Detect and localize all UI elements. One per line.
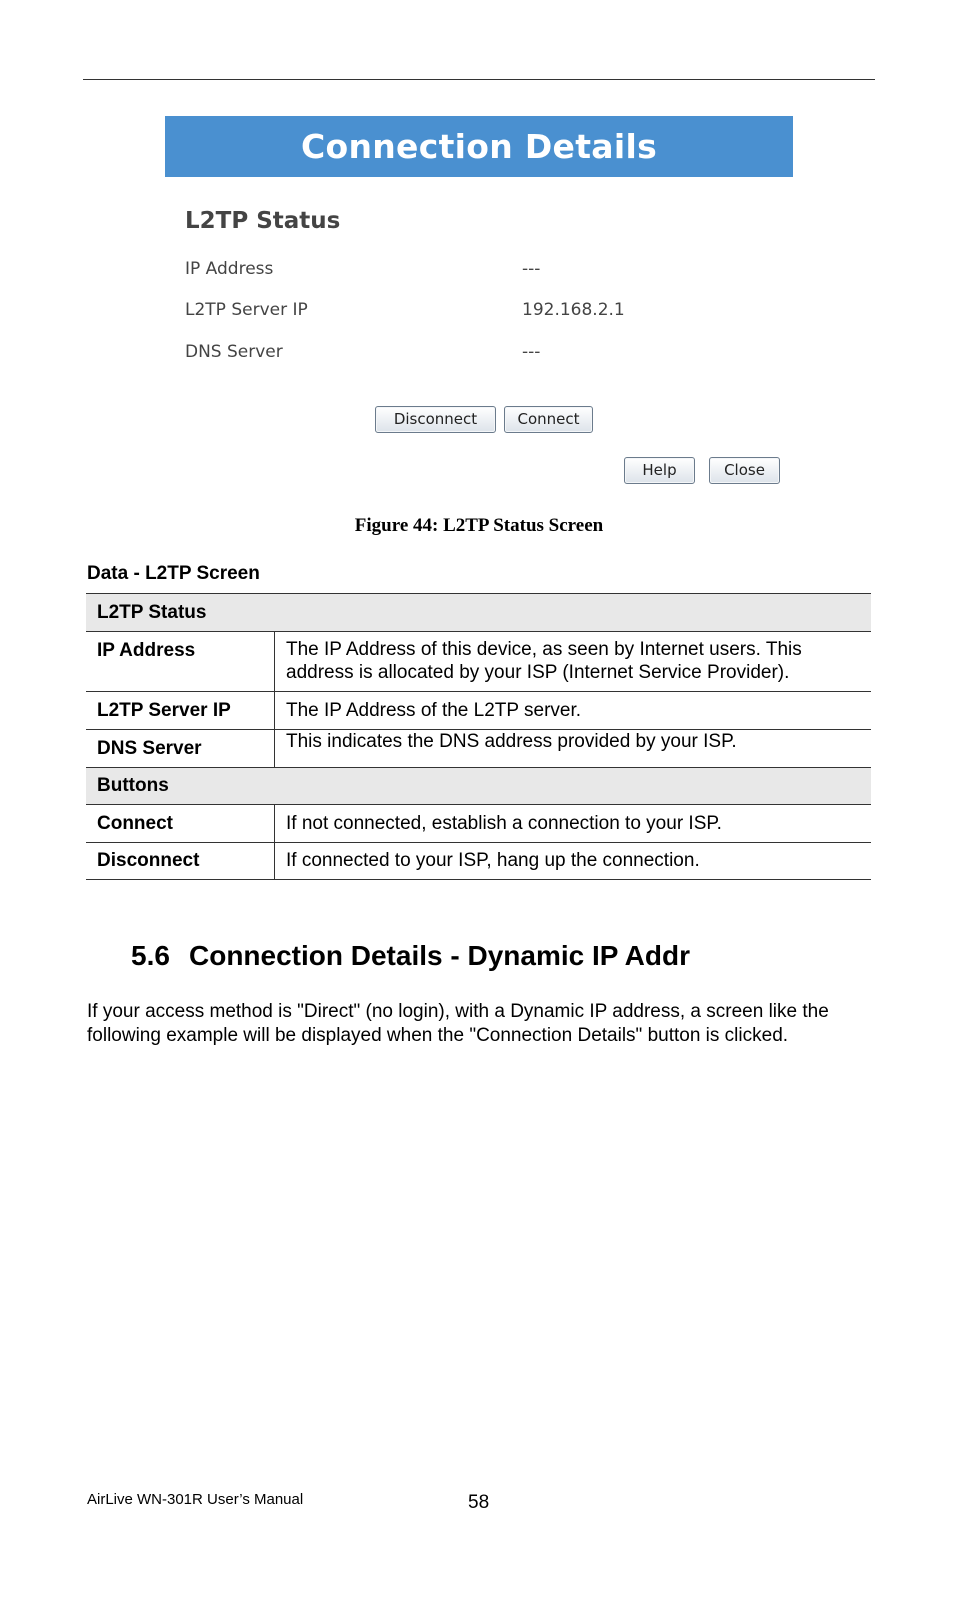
table-row: [86, 632, 871, 692]
section-buttons: Buttons: [86, 768, 871, 805]
row-desc: This indicates the DNS address provided by your ISP.: [275, 730, 872, 768]
banner-title: Connection Details: [300, 127, 658, 166]
l2tp-status-heading: L2TP Status: [185, 208, 341, 234]
table-row: [86, 805, 871, 843]
table-row: [86, 843, 871, 880]
row-desc: If not connected, establish a connection to your ISP.: [275, 805, 872, 843]
close-button[interactable]: Close: [709, 457, 780, 484]
ip-address-label: IP Address: [185, 259, 274, 279]
section-number: 5.6: [131, 940, 170, 971]
table-section-row: [86, 768, 871, 805]
section-l2tp-status: L2TP Status: [86, 594, 871, 632]
data-table: [86, 593, 871, 880]
dns-server-label: DNS Server: [185, 342, 283, 362]
disconnect-button[interactable]: Disconnect: [375, 406, 496, 433]
header-rule: [83, 79, 875, 80]
footer-manual-title: AirLive WN-301R User’s Manual: [87, 1491, 304, 1508]
row-desc: The IP Address of the L2TP server.: [275, 692, 872, 730]
help-button[interactable]: Help: [624, 457, 695, 484]
row-key: DNS Server: [86, 730, 275, 768]
data-heading: Data - L2TP Screen: [87, 563, 260, 584]
row-key: Disconnect: [86, 843, 275, 880]
table-section-row: [86, 594, 871, 632]
section-title: Connection Details - Dynamic IP Addr: [189, 940, 690, 971]
l2tp-server-ip-label: L2TP Server IP: [185, 300, 308, 320]
l2tp-server-ip-value: 192.168.2.1: [522, 300, 625, 320]
figure-caption: Figure 44: L2TP Status Screen: [354, 515, 604, 536]
row-desc: The IP Address of this device, as seen by Internet users. This address is allocated by your ISP (Internet Service Provider).: [275, 632, 872, 692]
page-number: 58: [468, 1492, 490, 1513]
row-key: Connect: [86, 805, 275, 843]
banner: [165, 116, 793, 177]
ip-address-value: ---: [522, 259, 541, 279]
row-key: IP Address: [86, 632, 275, 692]
table-row: [86, 692, 871, 730]
section-heading: [131, 940, 690, 972]
connect-button[interactable]: Connect: [504, 406, 593, 433]
connection-details-screenshot: [165, 116, 793, 502]
table-row: [86, 730, 871, 768]
row-key: L2TP Server IP: [86, 692, 275, 730]
dns-server-value: ---: [522, 342, 541, 362]
row-desc: If connected to your ISP, hang up the connection.: [275, 843, 872, 880]
body-paragraph: If your access method is "Direct" (no login), with a Dynamic IP address, a screen like the following example will be displayed when the "Connection Details" button is clicked.: [87, 1001, 829, 1046]
